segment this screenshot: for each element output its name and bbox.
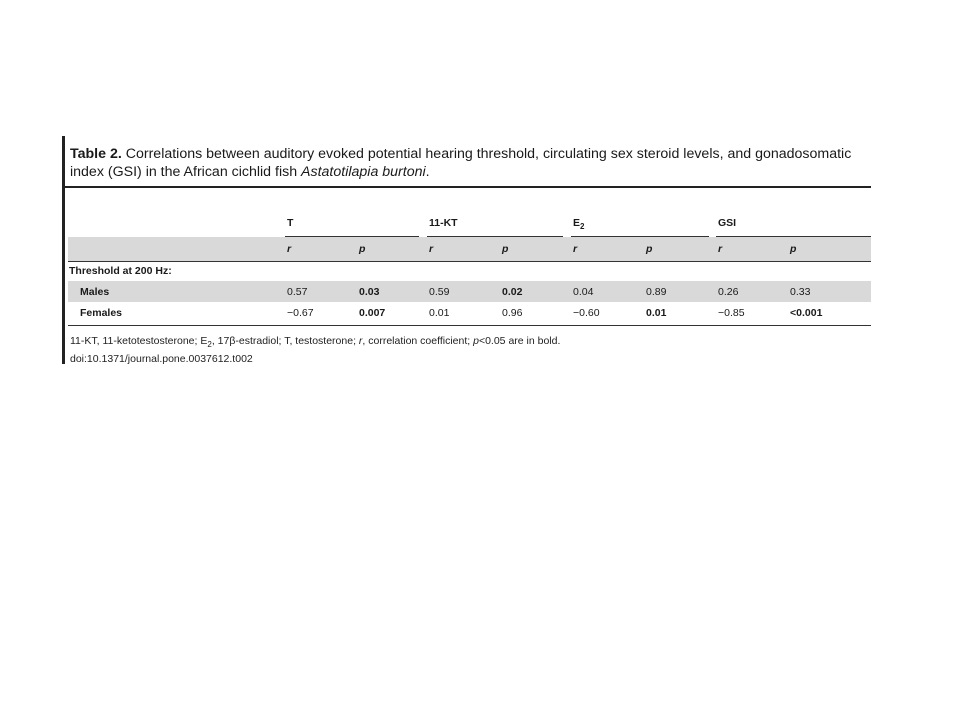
stat-T-p: p [359, 243, 366, 255]
males-GSI-r: 0.26 [718, 286, 739, 298]
females-KT-r: 0.01 [429, 307, 450, 319]
header-GSI: GSI [718, 217, 737, 229]
table-row [68, 281, 871, 302]
top-rule [65, 186, 871, 188]
table-footnote [70, 334, 560, 366]
doi-line: doi:10.1371/journal.pone.0037612.t002 [70, 353, 253, 366]
females-T-r: −0.67 [287, 307, 314, 319]
header-E2-sub: 2 [580, 222, 585, 232]
females-GSI-r: −0.85 [718, 307, 745, 319]
footnote-part-1: 11-KT, 11-ketotestosterone; E [70, 335, 208, 347]
males-T-r: 0.57 [287, 286, 308, 298]
caption-species: Astatotilapia burtoni [301, 164, 426, 180]
females-E2-r: −0.60 [573, 307, 600, 319]
footnote-line [70, 334, 560, 352]
males-KT-p: 0.02 [502, 286, 523, 298]
footnote-part-2: , 17β-estradiol; T, testosterone; [211, 335, 359, 347]
stat-GSI-p: p [790, 243, 797, 255]
stat-KT-p: p [502, 243, 509, 255]
table-caption [70, 145, 870, 181]
footnote-p: p [473, 335, 479, 347]
males-E2-p: 0.89 [646, 286, 667, 298]
row-label-males: Males [80, 286, 110, 298]
footnote-part-4: <0.05 are in bold. [478, 335, 561, 347]
males-E2-r: 0.04 [573, 286, 594, 298]
stat-E2-p: p [646, 243, 653, 255]
caption-label: Table 2. [70, 146, 122, 162]
table-block [62, 136, 871, 364]
header-11KT: 11-KT [429, 217, 458, 229]
stat-header-row [68, 237, 871, 261]
table-bottom-rule [68, 325, 871, 326]
females-KT-p: 0.96 [502, 307, 523, 319]
stat-E2-r: r [573, 243, 578, 255]
males-KT-r: 0.59 [429, 286, 450, 298]
footnote-part-3: , correlation coefficient; [362, 335, 474, 347]
section-label: Threshold at 200 Hz: [69, 265, 172, 277]
males-T-p: 0.03 [359, 286, 380, 298]
caption-end: . [425, 164, 430, 180]
footnote-subscript: 2 [207, 340, 212, 350]
stat-T-r: r [287, 243, 292, 255]
header-E2 [573, 217, 584, 231]
header-bottom-rule [68, 261, 871, 262]
header-T: T [287, 217, 294, 229]
stat-GSI-r: r [718, 243, 723, 255]
header-E2-base: E [573, 217, 581, 229]
males-GSI-p: 0.33 [790, 286, 811, 298]
footnote-r: r [358, 335, 363, 347]
row-label-females: Females [80, 307, 123, 319]
females-T-p: 0.007 [359, 307, 386, 319]
females-GSI-p: <0.001 [790, 307, 823, 319]
caption-text: Correlations between auditory evoked potential hearing threshold, circulating sex steroid levels, and gonadosomatic index (GSI) in the African cichlid fish [70, 146, 852, 180]
stat-KT-r: r [429, 243, 434, 255]
females-E2-p: 0.01 [646, 307, 667, 319]
